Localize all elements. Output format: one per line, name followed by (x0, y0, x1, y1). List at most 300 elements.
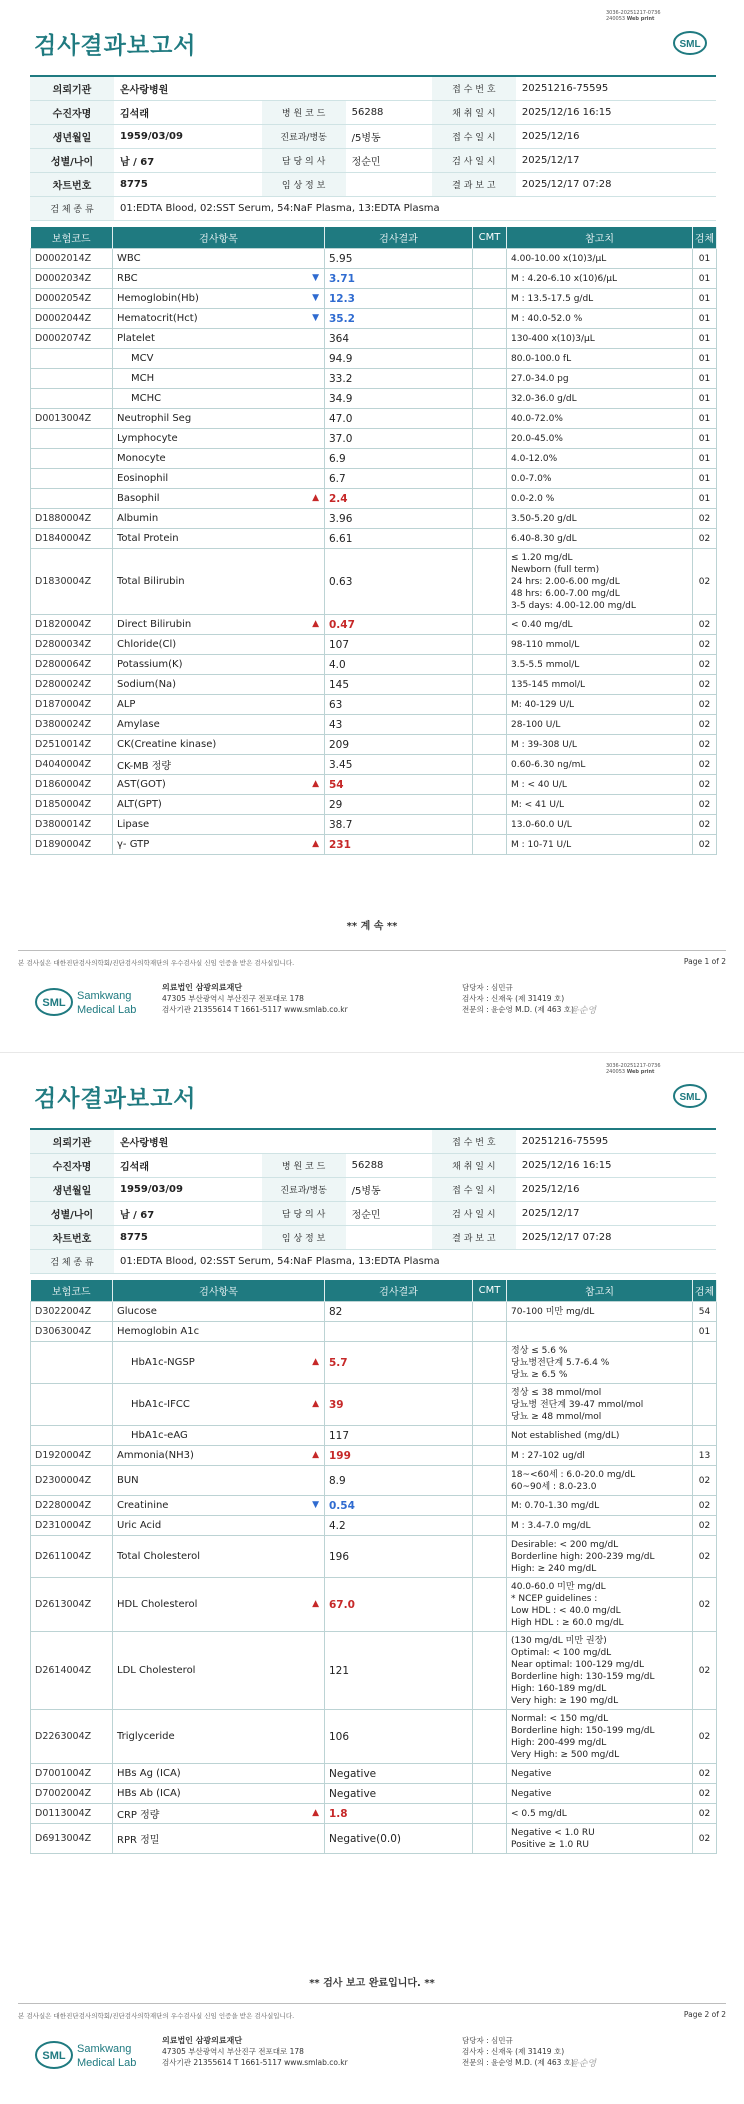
reference-range: 32.0-36.0 g/dL (507, 389, 693, 409)
test-name: Total Protein (113, 529, 325, 549)
test-result: 1.8 (325, 1804, 473, 1824)
result-row (31, 1342, 717, 1384)
svg-text:Samkwang: Samkwang (77, 990, 132, 1002)
reference-range: M : 10-71 U/L (507, 835, 693, 855)
test-name: Creatinine ▼ (113, 1496, 325, 1516)
high-flag-icon: ▲ (312, 1356, 319, 1367)
test-result: 6.9 (325, 449, 473, 469)
insurance-code: D7002004Z (31, 1784, 113, 1804)
result-row (31, 1426, 717, 1446)
result-row (31, 529, 717, 549)
insurance-code: D2510014Z (31, 735, 113, 755)
test-name: Potassium(K) (113, 655, 325, 675)
comment-cell (473, 1426, 507, 1446)
result-row (31, 409, 717, 429)
test-name: Ammonia(NH3) ▲ (113, 1446, 325, 1466)
test-name: Lymphocyte (113, 429, 325, 449)
insurance-code: D2800064Z (31, 655, 113, 675)
test-result: 0.63 (325, 549, 473, 615)
test-result: 34.9 (325, 389, 473, 409)
insurance-code (31, 369, 113, 389)
test-result: 209 (325, 735, 473, 755)
reference-range: M : 40.0-52.0 % (507, 309, 693, 329)
insurance-code: D0113004Z (31, 1804, 113, 1824)
reference-range: M : 3.4-7.0 mg/dL (507, 1516, 693, 1536)
reference-range: 0.0-7.0% (507, 469, 693, 489)
test-result: 196 (325, 1536, 473, 1578)
result-row (31, 289, 717, 309)
insurance-code: D2800024Z (31, 675, 113, 695)
comment-cell (473, 289, 507, 309)
low-flag-icon: ▼ (312, 272, 319, 283)
result-row (31, 509, 717, 529)
test-result: Negative (325, 1764, 473, 1784)
test-name: BUN (113, 1466, 325, 1496)
test-name: CK(Creatine kinase) (113, 735, 325, 755)
reference-range: 3.50-5.20 g/dL (507, 509, 693, 529)
document-title: 검사결과보고서 (34, 1086, 197, 1112)
insurance-code: D1820004Z (31, 615, 113, 635)
reference-range: ≤ 1.20 mg/dL Newborn (full term) 24 hrs: 2.00-6.00 mg/dL 48 hrs: 6.00-7.00 mg/dL 3-5 days: 4.00-12.00 mg/dL (507, 549, 693, 615)
samkwang-logo-icon (34, 2035, 144, 2075)
result-row (31, 369, 717, 389)
reference-range: M: 40-129 U/L (507, 695, 693, 715)
comment-cell (473, 1804, 507, 1824)
insurance-code: D4040004Z (31, 755, 113, 775)
insurance-code: D2800034Z (31, 635, 113, 655)
result-row (31, 329, 717, 349)
report-page-2 (0, 1052, 744, 2104)
test-result: 67.0 (325, 1578, 473, 1632)
specimen-code: 54 (693, 1302, 717, 1322)
comment-cell (473, 1578, 507, 1632)
test-result: 117 (325, 1426, 473, 1446)
comment-cell (473, 1466, 507, 1496)
comment-cell (473, 795, 507, 815)
test-result: 43 (325, 715, 473, 735)
comment-cell (473, 309, 507, 329)
accreditation-notice: 본 검사실은 대한진단검사의학회/진단검사의학재단의 우수검사실 신임 인증을 받은 검사실입니다. (18, 959, 295, 967)
specimen-code: 02 (693, 675, 717, 695)
svg-text:Samkwang: Samkwang (77, 2043, 132, 2055)
specimen-code: 02 (693, 1710, 717, 1764)
specimen-code: 01 (693, 329, 717, 349)
reference-range: 40.0-60.0 미만 mg/dL * NCEP guidelines : Low HDL : < 40.0 mg/dL High HDL : ≥ 60.0 mg/dL (507, 1578, 693, 1632)
insurance-code: D0013004Z (31, 409, 113, 429)
reference-range: M : 39-308 U/L (507, 735, 693, 755)
document-title: 검사결과보고서 (34, 33, 197, 59)
svg-text:SML: SML (679, 1092, 701, 1103)
reference-range: M : 4.20-6.10 x(10)6/μL (507, 269, 693, 289)
insurance-code: D0002034Z (31, 269, 113, 289)
comment-cell (473, 1496, 507, 1516)
reference-range: 40.0-72.0% (507, 409, 693, 429)
reference-range: 28-100 U/L (507, 715, 693, 735)
comment-cell (473, 635, 507, 655)
test-name: Neutrophil Seg (113, 409, 325, 429)
high-flag-icon: ▲ (312, 1807, 319, 1818)
reference-range: 20.0-45.0% (507, 429, 693, 449)
page-number: Page 2 of 2 (683, 2010, 726, 2019)
comment-cell (473, 1784, 507, 1804)
results-table-1: 보험코드 검사항목 검사결과 CMT 참고치 검체 D0002014Z WBC 5.95 4.00-10.00 x(10)3/μL 01 D0002034Z RBC ▼ 3.71 M : 4.20-6.10 x(10)6/μL 01 D0002054Z Hemoglobin(Hb) ▼ 12.3 M : 13.5-17.5 g/dL 01 D0002044Z Hematocrit(Hct) ▼ 35.2 M : 40.0-52.0 % 01 D0002074Z Platelet 364 130-400 x(10)3/μL 01 MCV 94.9 80.0-100.0 fL 01 MCH 33.2 27.0-34.0 pg 01 MCHC 34.9 32.0-36.0 g/dL 01 D0013004Z Neutrophil Seg 47.0 40.0-72.0% 01 Lymphocyte 37.0 20.0-45.0% 01 Monocyte 6.9 4.0-12.0% 01 Eosinophil 6.7 0.0-7.0% 01 Basophil ▲ 2.4 0.0-2.0 % 01 D1880004Z Albumin 3.96 3.50-5.20 g/dL 02 D1840004Z Total Protein 6.61 6.40-8.30 g/dL 02 D1830004Z Total Bilirubin 0.63 ≤ 1.20 mg/dL Newborn (full term) 24 hrs: 2.00-6.00 mg/dL 48 hrs: 6.00-7.00 mg/dL 3-5 days: 4.00-12.00 mg/dL 02 D1820004Z Direct Bilirubin ▲ 0.47 < 0.40 mg/dL 02 D2800034Z Chloride(Cl) 107 98-110 mmol/L 02 D2800064Z Potassium(K) 4.0 3.5-5.5 mmol/L 02 D2800024Z Sodium(Na) 145 135-145 mmol/L 02 D1870004Z ALP 63 M: 40-129 U/L 02 D3800024Z Amylase 43 28-100 U/L 02 D2510014Z CK(Creatine kinase) 209 M : 39-308 U/L 02 D4040004Z CK-MB 정량 3.45 0.60-6.30 ng/mL 02 D1860004Z AST(GOT) ▲ 54 M : < 40 U/L 02 D1850004Z ALT(GPT) 29 M: < 41 U/L 02 D3800014Z Lipase 38.7 13.0-60.0 U/L 02 D1890004Z γ- GTP ▲ 231 M : 10-71 U/L 02 (30, 227, 717, 855)
comment-cell (473, 329, 507, 349)
test-name: Amylase (113, 715, 325, 735)
specimen-code: 01 (693, 409, 717, 429)
comment-cell (473, 615, 507, 635)
test-name: Monocyte (113, 449, 325, 469)
sml-logo-icon (672, 30, 708, 56)
specimen-code: 02 (693, 795, 717, 815)
specimen-code: 02 (693, 755, 717, 775)
result-row (31, 449, 717, 469)
test-name: Albumin (113, 509, 325, 529)
comment-cell (473, 1322, 507, 1342)
test-result: 6.61 (325, 529, 473, 549)
test-name: Platelet (113, 329, 325, 349)
specimen-code: 01 (693, 249, 717, 269)
high-flag-icon: ▲ (312, 1398, 319, 1409)
comment-cell (473, 409, 507, 429)
insurance-code: D0002054Z (31, 289, 113, 309)
specimen-code (693, 1426, 717, 1446)
result-row (31, 1496, 717, 1516)
signature-image: 윤순영 (570, 2059, 597, 2069)
specimen-code: 02 (693, 775, 717, 795)
insurance-code: D3800014Z (31, 815, 113, 835)
result-row (31, 695, 717, 715)
low-flag-icon: ▼ (312, 292, 319, 303)
result-row (31, 469, 717, 489)
insurance-code: D1830004Z (31, 549, 113, 615)
insurance-code: D1870004Z (31, 695, 113, 715)
svg-text:Medical Lab: Medical Lab (77, 1004, 137, 1016)
test-result: 0.47 (325, 615, 473, 635)
reference-range: 3.5-5.5 mmol/L (507, 655, 693, 675)
high-flag-icon: ▲ (312, 838, 319, 849)
comment-cell (473, 1342, 507, 1384)
comment-cell (473, 509, 507, 529)
results-table-2: 보험코드 검사항목 검사결과 CMT 참고치 검체 D3022004Z Glucose 82 70-100 미만 mg/dL 54 D3063004Z Hemoglobin A1c 01 HbA1c-NGSP ▲ 5.7 정상 ≤ 5.6 % 당뇨병전단계 5.7-6.4 % 당뇨 ≥ 6.5 % HbA1c-IFCC ▲ 39 정상 ≤ 38 mmol/mol 당뇨병 전단계 39-47 mmol/mol 당뇨 ≥ 48 mmol/mol HbA1c-eAG 117 Not established (mg/dL) D1920004Z Ammonia(NH3) ▲ 199 M : 27-102 ug/dl 13 D2300004Z BUN 8.9 18~<60세 : 6.0-20.0 mg/dL 60~90세 : 8.0-23.0 02 D2280004Z Creatinine ▼ 0.54 M: 0.70-1.30 mg/dL 02 D2310004Z Uric Acid 4.2 M : 3.4-7.0 mg/dL 02 D2611004Z Total Cholesterol 196 Desirable: < 200 mg/dL Borderline high: 200-239 mg/dL High: ≥ 240 mg/dL 02 D2613004Z HDL Cholesterol ▲ 67.0 40.0-60.0 미만 mg/dL * NCEP guidelines : Low HDL : < 40.0 mg/dL High HDL : ≥ 60.0 mg/dL 02 D2614004Z LDL Cholesterol 121 (130 mg/dL 미만 권장) Optimal: < 100 mg/dL Near optimal: 100-129 mg/dL Borderline high: 130-159 mg/dL High: 160-189 mg/dL Very high: ≥ 190 mg/dL 02 D2263004Z Triglyceride 106 Normal: < 150 mg/dL Borderline high: 150-199 mg/dL High: 200-499 mg/dL Very High: ≥ 500 mg/dL 02 D7001004Z HBs Ag (ICA) Negative Negative 02 D7002004Z HBs Ab (ICA) Negative Negative 02 D0113004Z CRP 정량 ▲ 1.8 < 0.5 mg/dL 02 D6913004Z RPR 정밀 Negative(0.0) Negative < 1.0 RU Positive ≥ 1.0 RU 02 (30, 1280, 717, 1854)
test-name: Hemoglobin A1c (113, 1322, 325, 1342)
specimen-code: 01 (693, 469, 717, 489)
test-name: ALT(GPT) (113, 795, 325, 815)
comment-cell (473, 1632, 507, 1710)
comment-cell (473, 369, 507, 389)
result-row (31, 1446, 717, 1466)
test-result: 33.2 (325, 369, 473, 389)
patient-name-value: 김석래 (114, 101, 262, 125)
specimen-code: 02 (693, 1536, 717, 1578)
result-row (31, 549, 717, 615)
insurance-code (31, 449, 113, 469)
insurance-code: D0002044Z (31, 309, 113, 329)
comment-cell (473, 715, 507, 735)
sml-logo-icon (672, 1083, 708, 1109)
reference-range: Normal: < 150 mg/dL Borderline high: 150-199 mg/dL High: 200-499 mg/dL Very High: ≥ 500 mg/dL (507, 1710, 693, 1764)
test-result: 94.9 (325, 349, 473, 369)
reference-range: M: < 41 U/L (507, 795, 693, 815)
test-result: 121 (325, 1632, 473, 1710)
test-name: RPR 정밀 (113, 1824, 325, 1854)
patient-info: 의뢰기관 온사랑병원 접 수 번 호 20251216-75595 수진자명 김석래 병 원 코 드 56288 채 취 일 시 2025/12/16 16:15 생년월일 1959/03/09 진료과/병동 /5병동 접 수 일 시 2025/12/16 성별/나이 남 / 67 담 당 의 사 정순민 검 사 일 시 2025/12/17 차트번호 8775 임 상 정 보 결 과 보 고 2025/12/17 07:28 검 체 종 류 01:EDTA Blood, 02:SST Serum, 54:NaF Plasma, 13:EDTA Plasma (30, 75, 716, 221)
insurance-code: D1890004Z (31, 835, 113, 855)
test-result: 35.2 (325, 309, 473, 329)
comment-cell (473, 1302, 507, 1322)
svg-text:SML: SML (42, 997, 66, 1009)
reference-range: 6.40-8.30 g/dL (507, 529, 693, 549)
insurance-code: D2280004Z (31, 1496, 113, 1516)
specimen-code: 01 (693, 369, 717, 389)
reference-range: 135-145 mmol/L (507, 675, 693, 695)
insurance-code: D1860004Z (31, 775, 113, 795)
footer-divider (18, 950, 726, 951)
reference-range: 0.60-6.30 ng/mL (507, 755, 693, 775)
test-name: MCH (113, 369, 325, 389)
comment-cell (473, 755, 507, 775)
test-name: LDL Cholesterol (113, 1632, 325, 1710)
specimen-code: 02 (693, 1764, 717, 1784)
insurance-code (31, 389, 113, 409)
test-name: Eosinophil (113, 469, 325, 489)
reference-range: 98-110 mmol/L (507, 635, 693, 655)
comment-cell (473, 249, 507, 269)
insurance-code: D3022004Z (31, 1302, 113, 1322)
test-result: 106 (325, 1710, 473, 1764)
comment-cell (473, 735, 507, 755)
test-result: 364 (325, 329, 473, 349)
comment-cell (473, 1710, 507, 1764)
result-row (31, 775, 717, 795)
patient-info: 의뢰기관 온사랑병원 접 수 번 호 20251216-75595 수진자명 김석래 병 원 코 드 56288 채 취 일 시 2025/12/16 16:15 생년월일 1959/03/09 진료과/병동 /5병동 접 수 일 시 2025/12/16 성별/나이 남 / 67 담 당 의 사 정순민 검 사 일 시 2025/12/17 차트번호 8775 임 상 정 보 결 과 보 고 2025/12/17 07:28 검 체 종 류 01:EDTA Blood, 02:SST Serum, 54:NaF Plasma, 13:EDTA Plasma (30, 1128, 716, 1274)
test-name: HbA1c-IFCC ▲ (113, 1384, 325, 1426)
signatories: 담당자 : 심민규 검사자 : 신재욱 (제 31419 호) 전문의 : 윤순영 M.D. (제 463 호) (462, 2036, 574, 2067)
lab-address: 의료법인 삼광의료재단 47305 부산광역시 부산진구 전포대로 178 검사기관 21355614 T 1661-5117 www.smlab.co.kr (162, 983, 348, 1014)
result-row (31, 795, 717, 815)
test-name: RBC ▼ (113, 269, 325, 289)
specimen-code: 02 (693, 1824, 717, 1854)
comment-cell (473, 815, 507, 835)
specimen-code (693, 1384, 717, 1426)
accreditation-notice: 본 검사실은 대한진단검사의학회/진단검사의학재단의 우수검사실 신임 인증을 받은 검사실입니다. (18, 2012, 295, 2020)
footer-divider (18, 2003, 726, 2004)
report-complete-note: ** 검사 보고 완료입니다. ** (309, 1978, 435, 1989)
test-result: 29 (325, 795, 473, 815)
specimen-code: 02 (693, 695, 717, 715)
signature-image: 윤순영 (570, 1006, 597, 1016)
specimen-code: 02 (693, 635, 717, 655)
reference-range: M: 0.70-1.30 mg/dL (507, 1496, 693, 1516)
reference-range: M : 27-102 ug/dl (507, 1446, 693, 1466)
reference-range: M : 13.5-17.5 g/dL (507, 289, 693, 309)
result-row (31, 249, 717, 269)
result-row (31, 1824, 717, 1854)
svg-text:SML: SML (679, 39, 701, 50)
result-row (31, 489, 717, 509)
test-result: 107 (325, 635, 473, 655)
result-row (31, 1710, 717, 1764)
test-name: γ- GTP ▲ (113, 835, 325, 855)
test-result: 63 (325, 695, 473, 715)
result-row (31, 1302, 717, 1322)
test-result: 6.7 (325, 469, 473, 489)
svg-text:Medical Lab: Medical Lab (77, 2057, 137, 2069)
result-row (31, 1784, 717, 1804)
institution-value: 온사랑병원 (114, 76, 432, 101)
test-result: Negative (325, 1784, 473, 1804)
test-name: HBs Ag (ICA) (113, 1764, 325, 1784)
test-result: 37.0 (325, 429, 473, 449)
test-result: 47.0 (325, 409, 473, 429)
high-flag-icon: ▲ (312, 492, 319, 503)
reference-range: Negative (507, 1764, 693, 1784)
specimen-code: 02 (693, 715, 717, 735)
comment-cell (473, 389, 507, 409)
specimen-code: 02 (693, 1632, 717, 1710)
result-row (31, 1384, 717, 1426)
result-row (31, 1632, 717, 1710)
test-name: Hemoglobin(Hb) ▼ (113, 289, 325, 309)
test-name: Total Cholesterol (113, 1536, 325, 1578)
reference-range: Negative (507, 1784, 693, 1804)
insurance-code: D2611004Z (31, 1536, 113, 1578)
test-result: 3.96 (325, 509, 473, 529)
comment-cell (473, 429, 507, 449)
insurance-code: D1840004Z (31, 529, 113, 549)
comment-cell (473, 1516, 507, 1536)
reference-range: Not established (mg/dL) (507, 1426, 693, 1446)
insurance-code (31, 1342, 113, 1384)
specimen-code: 02 (693, 615, 717, 635)
comment-cell (473, 489, 507, 509)
comment-cell (473, 1764, 507, 1784)
test-name: Sodium(Na) (113, 675, 325, 695)
test-result: 4.0 (325, 655, 473, 675)
high-flag-icon: ▲ (312, 1449, 319, 1460)
insurance-code (31, 349, 113, 369)
page-number: Page 1 of 2 (683, 957, 726, 966)
reference-range (507, 1322, 693, 1342)
comment-cell (473, 469, 507, 489)
insurance-code: D2263004Z (31, 1710, 113, 1764)
specimen-code: 01 (693, 349, 717, 369)
specimen-code: 01 (693, 1322, 717, 1342)
reference-range: < 0.40 mg/dL (507, 615, 693, 635)
test-result: 5.95 (325, 249, 473, 269)
test-name: MCV (113, 349, 325, 369)
reference-range: 4.0-12.0% (507, 449, 693, 469)
test-name: HBs Ab (ICA) (113, 1784, 325, 1804)
receipt-no-value: 20251216-75595 (516, 76, 716, 101)
high-flag-icon: ▲ (312, 618, 319, 629)
test-name: Lipase (113, 815, 325, 835)
result-row (31, 1764, 717, 1784)
comment-cell (473, 1824, 507, 1854)
test-result: 12.3 (325, 289, 473, 309)
test-name: Total Bilirubin (113, 549, 325, 615)
specimen-code: 01 (693, 389, 717, 409)
comment-cell (473, 1536, 507, 1578)
insurance-code: D1920004Z (31, 1446, 113, 1466)
test-name: Uric Acid (113, 1516, 325, 1536)
test-name: Chloride(Cl) (113, 635, 325, 655)
specimen-code: 02 (693, 1516, 717, 1536)
result-row (31, 1804, 717, 1824)
print-serial: 3036-20251217-0736 240053 Web print (606, 10, 661, 22)
specimen-code: 02 (693, 735, 717, 755)
result-row (31, 1466, 717, 1496)
reference-range: 4.00-10.00 x(10)3/μL (507, 249, 693, 269)
test-result: Negative(0.0) (325, 1824, 473, 1854)
reference-range: < 0.5 mg/dL (507, 1804, 693, 1824)
insurance-code: D3063004Z (31, 1322, 113, 1342)
reference-range: Negative < 1.0 RU Positive ≥ 1.0 RU (507, 1824, 693, 1854)
comment-cell (473, 1384, 507, 1426)
reference-range: Desirable: < 200 mg/dL Borderline high: 200-239 mg/dL High: ≥ 240 mg/dL (507, 1536, 693, 1578)
insurance-code: D0002014Z (31, 249, 113, 269)
test-result: 39 (325, 1384, 473, 1426)
test-name: WBC (113, 249, 325, 269)
specimen-code: 01 (693, 289, 717, 309)
specimen-code: 02 (693, 815, 717, 835)
test-name: Direct Bilirubin ▲ (113, 615, 325, 635)
comment-cell (473, 695, 507, 715)
test-result: 199 (325, 1446, 473, 1466)
test-result: 5.7 (325, 1342, 473, 1384)
comment-cell (473, 675, 507, 695)
insurance-code (31, 489, 113, 509)
print-serial: 3036-20251217-0736 240053 Web print (606, 1063, 661, 1075)
insurance-code: D1850004Z (31, 795, 113, 815)
specimen-code: 02 (693, 1804, 717, 1824)
test-name: ALP (113, 695, 325, 715)
reference-range: 정상 ≤ 38 mmol/mol 당뇨병 전단계 39-47 mmol/mol 당뇨 ≥ 48 mmol/mol (507, 1384, 693, 1426)
comment-cell (473, 775, 507, 795)
test-name: HbA1c-eAG (113, 1426, 325, 1446)
reference-range: 18~<60세 : 6.0-20.0 mg/dL 60~90세 : 8.0-23.0 (507, 1466, 693, 1496)
reference-range: 130-400 x(10)3/μL (507, 329, 693, 349)
specimen-code: 01 (693, 269, 717, 289)
result-row (31, 635, 717, 655)
specimen-code: 02 (693, 835, 717, 855)
result-row (31, 1536, 717, 1578)
test-name: Basophil ▲ (113, 489, 325, 509)
high-flag-icon: ▲ (312, 1598, 319, 1609)
svg-text:SML: SML (42, 2050, 66, 2062)
result-row (31, 1578, 717, 1632)
insurance-code: D7001004Z (31, 1764, 113, 1784)
insurance-code: D1880004Z (31, 509, 113, 529)
reference-range: 80.0-100.0 fL (507, 349, 693, 369)
reference-range: (130 mg/dL 미만 권장) Optimal: < 100 mg/dL Near optimal: 100-129 mg/dL Borderline high: 130-159 mg/dL High: 160-189 mg/dL Very high: ≥ 190 mg/dL (507, 1632, 693, 1710)
specimen-code (693, 1342, 717, 1384)
insurance-code: D0002074Z (31, 329, 113, 349)
test-name: CK-MB 정량 (113, 755, 325, 775)
result-row (31, 1516, 717, 1536)
result-row (31, 269, 717, 289)
comment-cell (473, 529, 507, 549)
specimen-code: 02 (693, 1784, 717, 1804)
result-row (31, 349, 717, 369)
test-name: HbA1c-NGSP ▲ (113, 1342, 325, 1384)
specimen-code: 13 (693, 1446, 717, 1466)
specimen-code: 02 (693, 529, 717, 549)
test-result: 82 (325, 1302, 473, 1322)
comment-cell (473, 549, 507, 615)
insurance-code (31, 429, 113, 449)
comment-cell (473, 449, 507, 469)
reference-range: 13.0-60.0 U/L (507, 815, 693, 835)
